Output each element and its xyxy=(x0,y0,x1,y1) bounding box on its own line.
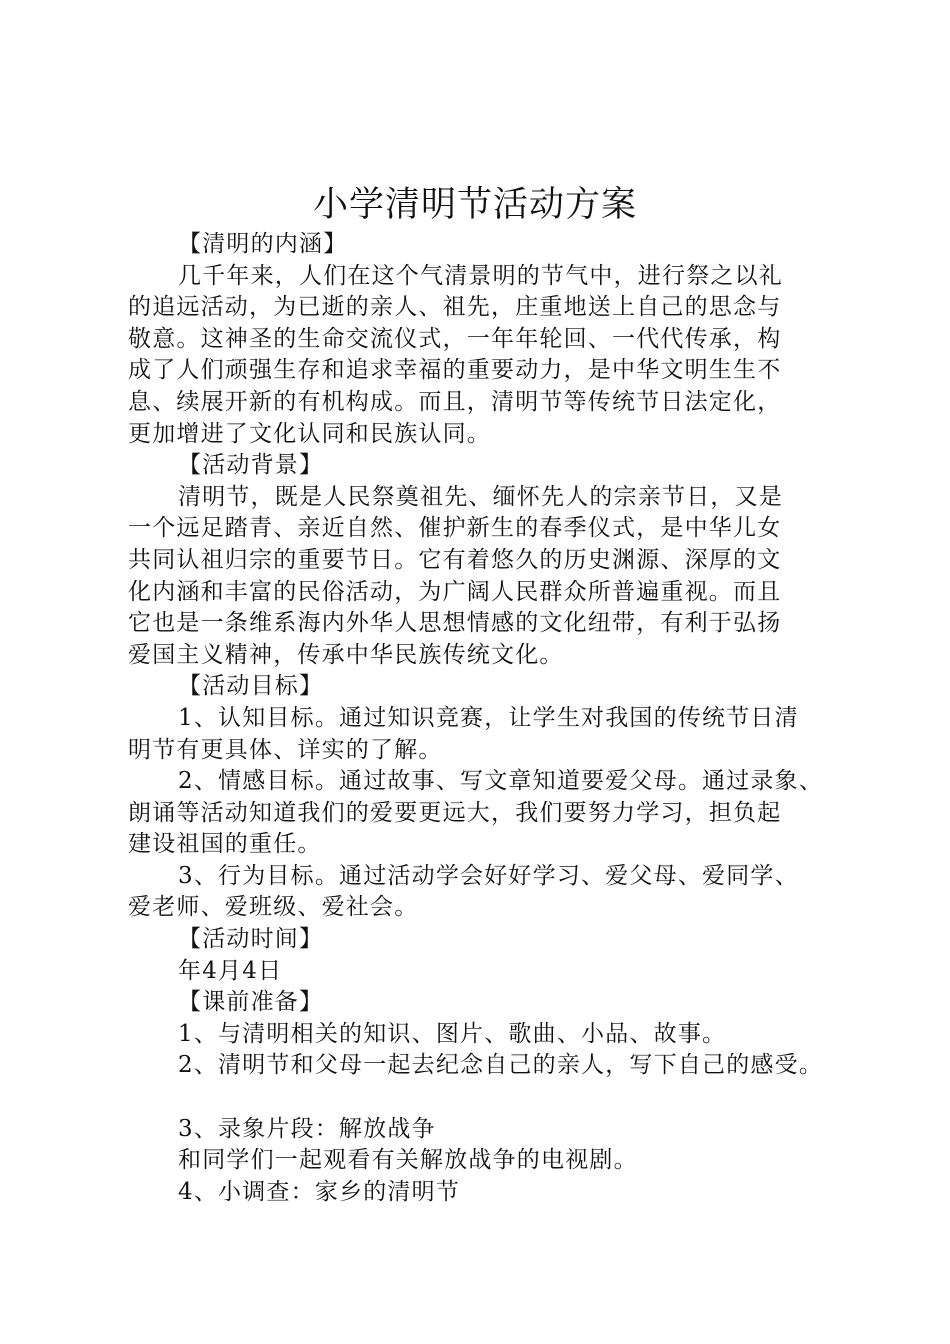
document-body xyxy=(128,229,828,1208)
body-line: 化内涵和丰富的民俗活动，为广阔人民群众所普遍重视。而且 xyxy=(128,578,782,605)
body-line: 成了人们顽强生存和追求幸福的重要动力，是中华文明生生不 xyxy=(128,357,782,384)
body-line: 1、认知目标。通过知识竞赛，让学生对我国的传统节日清 xyxy=(178,704,799,731)
body-line: 和同学们一起观看有关解放战争的电视剧。 xyxy=(178,1147,638,1174)
body-line: 3、录象片段：解放战争 xyxy=(178,1115,436,1142)
body-line: 更加增进了文化认同和民族认同。 xyxy=(128,420,491,447)
body-line: 明节有更具体、详实的了解。 xyxy=(128,736,443,763)
body-line: 【清明的内涵】 xyxy=(178,231,348,257)
document-title: 小学清明节活动方案 xyxy=(312,185,637,225)
body-line: 3、行为目标。通过活动学会好好学习、爱父母、爱同学、 xyxy=(178,862,799,889)
body-line: 息、续展开新的有机构成。而且，清明节等传统节日法定化， xyxy=(128,388,782,415)
blank-line xyxy=(128,1082,828,1114)
body-line: 敬意。这神圣的生命交流仪式，一年年轮回、一代代传承，构 xyxy=(128,325,782,352)
body-line: 【课前准备】 xyxy=(178,989,324,1016)
body-line: 朗诵等活动知道我们的爱要更远大，我们要努力学习，担负起 xyxy=(128,799,782,826)
body-line: 【活动背景】 xyxy=(178,452,324,479)
body-line: 爱国主义精神，传承中华民族传统文化。 xyxy=(128,641,564,668)
body-line: 【活动目标】 xyxy=(178,673,324,700)
body-line: 一个远足踏青、亲近自然、催护新生的春季仪式，是中华儿女 xyxy=(128,515,782,542)
body-line: 2、清明节和父母一起去纪念自己的亲人，写下自己的感受。 xyxy=(178,1052,824,1079)
body-line: 它也是一条维系海内外华人思想情感的文化纽带，有利于弘扬 xyxy=(128,610,782,637)
body-line: 的追远活动，为已逝的亲人、祖先，庄重地送上自己的思念与 xyxy=(128,294,782,321)
body-line: 2、情感目标。通过故事、写文章知道要爱父母。通过录象、 xyxy=(178,768,824,795)
body-line: 年4月4日 xyxy=(178,957,283,984)
body-line: 几千年来，人们在这个气清景明的节气中，进行祭之以礼 xyxy=(178,262,783,289)
body-line: 【活动时间】 xyxy=(178,926,324,953)
body-line: 1、与清明相关的知识、图片、歌曲、小品、故事。 xyxy=(178,1020,727,1047)
body-line: 清明节，既是人民祭奠祖先、缅怀先人的宗亲节日，又是 xyxy=(178,483,783,510)
body-line: 共同认祖归宗的重要节日。它有着悠久的历史渊源、深厚的文 xyxy=(128,546,782,573)
body-line: 建设祖国的重任。 xyxy=(128,831,322,858)
body-line: 4、小调查：家乡的清明节 xyxy=(178,1178,461,1205)
body-line: 爱老师、爱班级、爱社会。 xyxy=(128,894,419,921)
